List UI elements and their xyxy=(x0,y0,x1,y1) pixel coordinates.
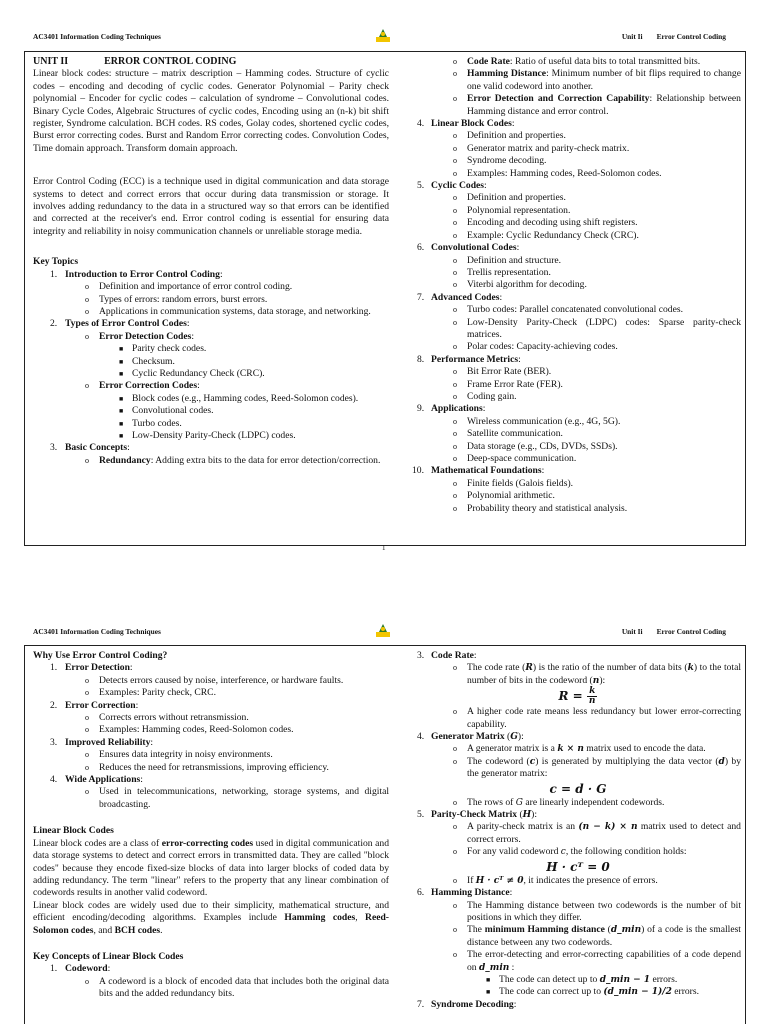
topic-8: 8. Performance Metrics: xyxy=(417,353,521,365)
list-item: o Probability theory and statistical analysis. xyxy=(453,502,628,514)
list-item: o The minimum Hamming distance (d_min) of a code is the smallest distance between any two codewords. xyxy=(453,924,741,948)
list-item: o Corrects errors without retransmission. xyxy=(85,712,249,724)
code-rate-equation: R = $\frac{k}{n}$ xyxy=(558,686,596,707)
course-title: AC3401 Information Coding Techniques xyxy=(33,627,161,636)
page-header xyxy=(33,31,726,47)
unit-label: Unit Ii xyxy=(621,32,643,41)
right-column xyxy=(415,650,741,1011)
list-item: o Satellite communication. xyxy=(453,428,563,440)
reason-3: 3. Improved Reliability: xyxy=(50,736,154,748)
concept-3: 3. Code Rate: xyxy=(417,650,477,661)
topic-10: 10. Mathematical Foundations: xyxy=(412,465,545,477)
list-item: o Reduces the need for retransmissions, improving efficiency. xyxy=(85,761,329,773)
list-item: o Types of errors: random errors, burst errors. xyxy=(85,293,268,305)
list-item: o Redundancy: Adding extra bits to the data for error detection/correction. xyxy=(85,454,381,466)
university-logo-icon xyxy=(375,623,391,639)
list-item: o If H · cᵀ ≠ 0, it indicates the presence of errors. xyxy=(453,874,658,886)
list-item: o Encoding and decoding using shift registers. xyxy=(453,217,638,229)
list-item: o Detects errors caused by noise, interference, or hardware faults. xyxy=(85,674,344,686)
list-item: o Definition and importance of error control coding. xyxy=(85,281,293,293)
topic-2: 2. Types of Error Control Codes: xyxy=(50,318,190,330)
parity-check-equation: H · cᵀ = 0 xyxy=(546,859,610,874)
left-column xyxy=(33,650,389,1001)
list-item: o Wireless communication (e.g., 4G, 5G). xyxy=(453,415,621,427)
topic-5: 5. Cyclic Codes: xyxy=(417,180,487,192)
list-item: o The rows of G are linearly independent codewords. xyxy=(453,796,665,808)
list-item: o Definition and structure. xyxy=(453,254,562,266)
list-item: o Bit Error Rate (BER). xyxy=(453,366,552,378)
lbc-heading: Linear Block Codes xyxy=(33,825,114,837)
topic-label: Error Control Coding xyxy=(656,32,726,41)
list-item: o The Hamming distance between two codewords is the number of bit positions in which they differ. xyxy=(453,899,741,923)
list-item: o The error-detecting and error-correcting capabilities of a code depend on d_min : xyxy=(453,949,741,973)
left-column xyxy=(33,56,389,467)
list-item: o Example: Cyclic Redundancy Check (CRC). xyxy=(453,229,639,241)
list-item: o Finite fields (Galois fields). xyxy=(453,477,574,489)
concept-1: 1. Codeword: xyxy=(50,963,111,975)
list-item: ■ The code can detect up to d_min − 1 errors. xyxy=(486,973,678,985)
list-item: o Deep-space communication. xyxy=(453,453,577,464)
page-number: 1 xyxy=(382,544,386,552)
list-item: o The codeword (c) is generated by multiplying the data vector (d) by the generator matrix: xyxy=(453,755,741,780)
generator-equation: c = d · G xyxy=(549,781,607,796)
list-item: ■ Checksum. xyxy=(119,355,175,367)
list-item: o Viterbi algorithm for decoding. xyxy=(453,279,587,291)
list-item: o Polynomial arithmetic. xyxy=(453,490,555,502)
list-item: o Polar codes: Capacity-achieving codes. xyxy=(453,341,618,353)
lbc-paragraph-1: Linear block codes are a class of error-correcting codes used in digital communication and data storage systems to detect and correct errors in transmitted data. They are called "block codes" because they encode fixed-size blocks of data into larger blocks of coded data by adding redundancy. The term "linear" refers to the property that any linear combination of codewords results in another valid codeword. xyxy=(33,837,390,899)
content-box xyxy=(24,645,746,1024)
topic-label: Error Control Coding xyxy=(656,627,726,636)
list-item: o Low-Density Parity-Check (LDPC) codes: Sparse parity-check matrices. xyxy=(453,316,741,340)
list-item: o Turbo codes: Parallel concatenated convolutional codes. xyxy=(453,304,683,316)
right-column xyxy=(412,56,741,515)
syllabus-paragraph: Linear block codes: structure – matrix description – Hamming codes. Structure of cyclic codes – encoding and decoding of cyclic codes. Generator Polynomial – Parity check polynomial – Encoder for cyclic codes – calculation of syndrome – Convolutional codes. Binary Cycle Codes, Algebraic Structures of cyclic codes, Encoding using an (n-k) bit shift register, Syndrome calculation. BCH codes. RS codes, Golay codes, shortened cyclic codes, Burst error correcting codes. Burst and Random Error correcting codes. Convolution Codes, Time domain approach. Transform domain approach. xyxy=(33,68,389,154)
list-item: ■ Parity check codes. xyxy=(119,343,207,355)
intro-paragraph: Error Control Coding (ECC) is a technique used in digital communication and data storage systems to detect and correct errors that occur during data transmission or storage. It involves adding redundancy to the data in a structured way so that errors can be identified and corrected at the receiver's end. Error control coding is essential for ensuring data integrity and reliability in noisy communication channels or unreliable storage media. xyxy=(33,176,389,237)
reason-4: 4. Wide Applications: xyxy=(50,774,143,786)
list-item: o Definition and properties. xyxy=(453,192,566,204)
list-item: o Error Detection and Correction Capability: Relationship between Hamming distance and error control. xyxy=(453,93,741,117)
content-box xyxy=(24,51,746,546)
list-item: o The code rate (R) is the ratio of the number of data bits (k) to the total number of bits in the codeword (n): xyxy=(453,662,741,686)
list-item: o A higher code rate means less redundancy but lower error-correcting capability. xyxy=(453,706,741,730)
topic-1: 1. Introduction to Error Control Coding: xyxy=(50,268,223,280)
list-item: o Coding gain. xyxy=(453,390,517,402)
list-item: o Used in telecommunications, networking, storage systems, and digital broadcasting. xyxy=(85,786,389,810)
unit-label: Unit Ii xyxy=(621,627,643,636)
list-item: o Code Rate: Ratio of useful data bits to total transmitted bits. xyxy=(453,56,701,67)
page-2 xyxy=(0,616,768,1024)
list-item: ■ Cyclic Redundancy Check (CRC). xyxy=(119,367,265,379)
list-item: ■ The code can correct up to (d_min − 1)/2 errors. xyxy=(486,986,700,998)
list-item: o Examples: Parity check, CRC. xyxy=(85,687,216,699)
concept-4: 4. Generator Matrix (G): xyxy=(417,731,524,743)
reason-2: 2. Error Correction: xyxy=(50,699,139,711)
topic-7: 7. Advanced Codes: xyxy=(417,291,503,303)
topic-9: 9. Applications: xyxy=(417,403,486,415)
list-item: o Error Correction Codes: xyxy=(85,380,200,392)
list-item: o Error Detection Codes: xyxy=(85,330,195,342)
concept-5: 5. Parity-Check Matrix (H): xyxy=(417,809,538,821)
topic-4: 4. Linear Block Codes: xyxy=(417,118,515,130)
list-item: o Data storage (e.g., CDs, DVDs, SSDs). xyxy=(453,440,618,452)
reason-1: 1. Error Detection: xyxy=(50,662,133,674)
unit-title: ERROR CONTROL CODING xyxy=(104,56,237,67)
list-item: ■ Turbo codes. xyxy=(119,417,182,429)
university-logo-icon xyxy=(375,28,391,44)
list-item: o Syndrome decoding. xyxy=(453,155,547,167)
list-item: o Examples: Hamming codes, Reed-Solomon codes. xyxy=(85,724,294,736)
list-item: o For any valid codeword c, the following condition holds: xyxy=(453,846,687,858)
list-item: ■ Convolutional codes. xyxy=(119,405,214,417)
key-topics-heading: Key Topics xyxy=(33,256,79,268)
page-header xyxy=(33,626,726,642)
key-concepts-heading: Key Concepts of Linear Block Codes xyxy=(33,950,184,962)
why-heading: Why Use Error Control Coding? xyxy=(33,650,168,661)
list-item: o Examples: Hamming codes, Reed-Solomon codes. xyxy=(453,167,662,179)
header-right xyxy=(608,626,726,638)
list-item: o Ensures data integrity in noisy environments. xyxy=(85,749,273,761)
header-right xyxy=(608,31,726,43)
list-item: o Definition and properties. xyxy=(453,130,566,142)
lbc-paragraph-2: Linear block codes are widely used due to their simplicity, mathematical structure, and efficient encoding/decoding algorithms. Examples include Hamming codes, Reed-Solomon codes, and BCH codes. xyxy=(33,899,389,936)
list-item: o A parity-check matrix is an (n − k) × n matrix used to detect and correct errors. xyxy=(453,821,741,845)
topic-3: 3. Basic Concepts: xyxy=(50,442,130,454)
list-item: o A generator matrix is a k × n matrix used to encode the data. xyxy=(453,743,706,755)
list-item: o Trellis representation. xyxy=(453,266,551,278)
topic-6: 6. Convolutional Codes: xyxy=(417,242,520,254)
concept-6: 6. Hamming Distance: xyxy=(417,887,513,899)
list-item: ■ Block codes (e.g., Hamming codes, Reed-Solomon codes). xyxy=(119,392,359,404)
course-title: AC3401 Information Coding Techniques xyxy=(33,32,161,41)
list-item: o A codeword is a block of encoded data that includes both the original data bits and the added redundancy bits. xyxy=(85,975,389,1000)
unit-heading: UNIT II ERROR CONTROL CODING xyxy=(33,56,237,67)
list-item: ■ Low-Density Parity-Check (LDPC) codes. xyxy=(119,429,296,441)
list-item: o Frame Error Rate (FER). xyxy=(453,378,563,390)
concept-7: 7. Syndrome Decoding: xyxy=(417,998,517,1010)
list-item: o Generator matrix and parity-check matrix. xyxy=(453,142,630,154)
list-item: o Hamming Distance: Minimum number of bit flips required to change one valid codeword into another. xyxy=(453,68,741,92)
list-item: o Applications in communication systems, data storage, and networking. xyxy=(85,305,371,317)
list-item: o Polynomial representation. xyxy=(453,204,571,216)
